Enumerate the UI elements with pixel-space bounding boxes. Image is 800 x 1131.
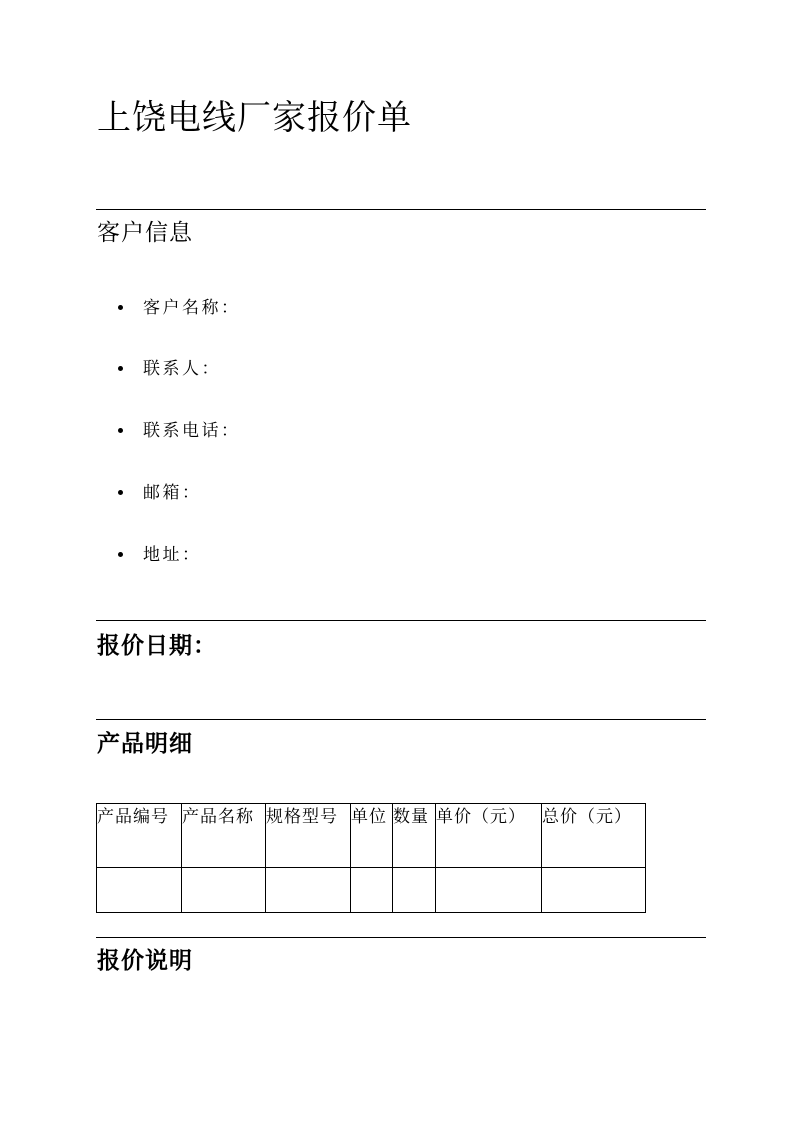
customer-name-field <box>118 297 241 319</box>
product-details-heading: 产品明细 <box>97 730 193 757</box>
field-label: 联系电话： <box>143 421 241 441</box>
email-field <box>118 482 202 504</box>
table-cell <box>351 868 393 913</box>
table-header-row <box>97 804 646 868</box>
bullet-icon <box>118 366 123 371</box>
contact-person-field <box>118 358 221 380</box>
contact-phone-field <box>118 420 241 442</box>
table-cell <box>436 868 542 913</box>
section-divider <box>96 937 706 938</box>
field-label: 邮箱： <box>143 483 202 503</box>
column-header-unit: 单位 <box>351 804 393 868</box>
field-label: 地址： <box>143 545 202 565</box>
table-cell <box>393 868 436 913</box>
bullet-icon <box>118 428 123 433</box>
address-field <box>118 544 202 566</box>
quote-date-heading: 报价日期： <box>97 632 217 659</box>
section-divider <box>96 719 706 720</box>
column-header-total-price: 总价（元） <box>542 804 646 868</box>
customer-info-heading: 客户信息 <box>97 220 193 246</box>
table-cell <box>542 868 646 913</box>
product-table <box>96 803 646 913</box>
column-header-product-code: 产品编号 <box>97 804 182 868</box>
column-header-spec-model: 规格型号 <box>266 804 351 868</box>
section-divider <box>96 620 706 621</box>
column-header-unit-price: 单价（元） <box>436 804 542 868</box>
bullet-icon <box>118 305 123 310</box>
table-cell <box>266 868 351 913</box>
column-header-quantity: 数量 <box>393 804 436 868</box>
column-header-product-name: 产品名称 <box>182 804 266 868</box>
field-label: 联系人： <box>143 359 221 379</box>
section-divider <box>96 209 706 210</box>
field-label: 客户名称： <box>143 298 241 318</box>
table-row <box>97 868 646 913</box>
bullet-icon <box>118 552 123 557</box>
page-title: 上饶电线厂家报价单 <box>97 98 412 138</box>
table-cell <box>97 868 182 913</box>
table-cell <box>182 868 266 913</box>
quote-notes-heading: 报价说明 <box>97 947 193 974</box>
bullet-icon <box>118 490 123 495</box>
